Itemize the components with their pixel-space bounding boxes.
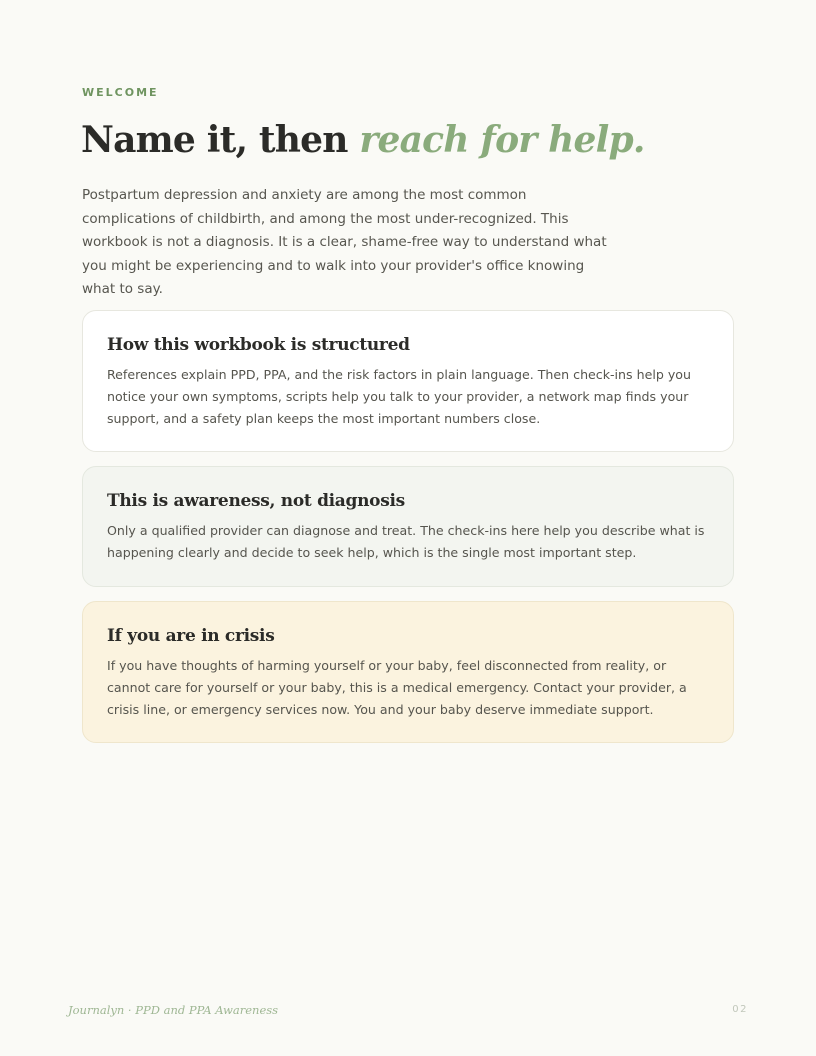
title-main: Name it, then [81, 119, 360, 161]
card-title: How this workbook is structured [107, 335, 410, 355]
card-crisis [82, 601, 734, 743]
page-title [81, 116, 645, 164]
card-body: Only a qualified provider can diagnose and treat. The check-ins here help you describe what is happening clearly and decide to seek help, which is the single most important step. [107, 523, 705, 560]
card-title: If you are in crisis [107, 626, 275, 646]
card-body: References explain PPD, PPA, and the risk factors in plain language. Then check-ins help you notice your own symptoms, scripts help you talk to your provider, a network map finds your support, and a safety plan keeps the most important numbers close. [107, 367, 691, 426]
title-accent: reach for help. [359, 119, 645, 161]
card-body: If you have thoughts of harming yourself or your baby, feel disconnected from reality, or cannot care for yourself or your baby, this is a medical emergency. Contact your provider, a crisis line, or emergency services now. You and your baby deserve immediate support. [107, 658, 687, 717]
section-eyebrow: WELCOME [82, 86, 159, 99]
card-awareness-not-diagnosis [82, 466, 734, 587]
card-workbook-structure [82, 310, 734, 452]
card-title: This is awareness, not diagnosis [107, 491, 405, 511]
intro-paragraph: Postpartum depression and anxiety are among the most common complications of childbirth, and among the most under-recognized. This workbook is not a diagnosis. It is a clear, shame-free way to understand what you might be experiencing and to walk into your provider's office knowing what to say. [82, 187, 607, 297]
footer-title: Journalyn · PPD and PPA Awareness [68, 1003, 279, 1017]
page-number: 02 [732, 1004, 748, 1015]
